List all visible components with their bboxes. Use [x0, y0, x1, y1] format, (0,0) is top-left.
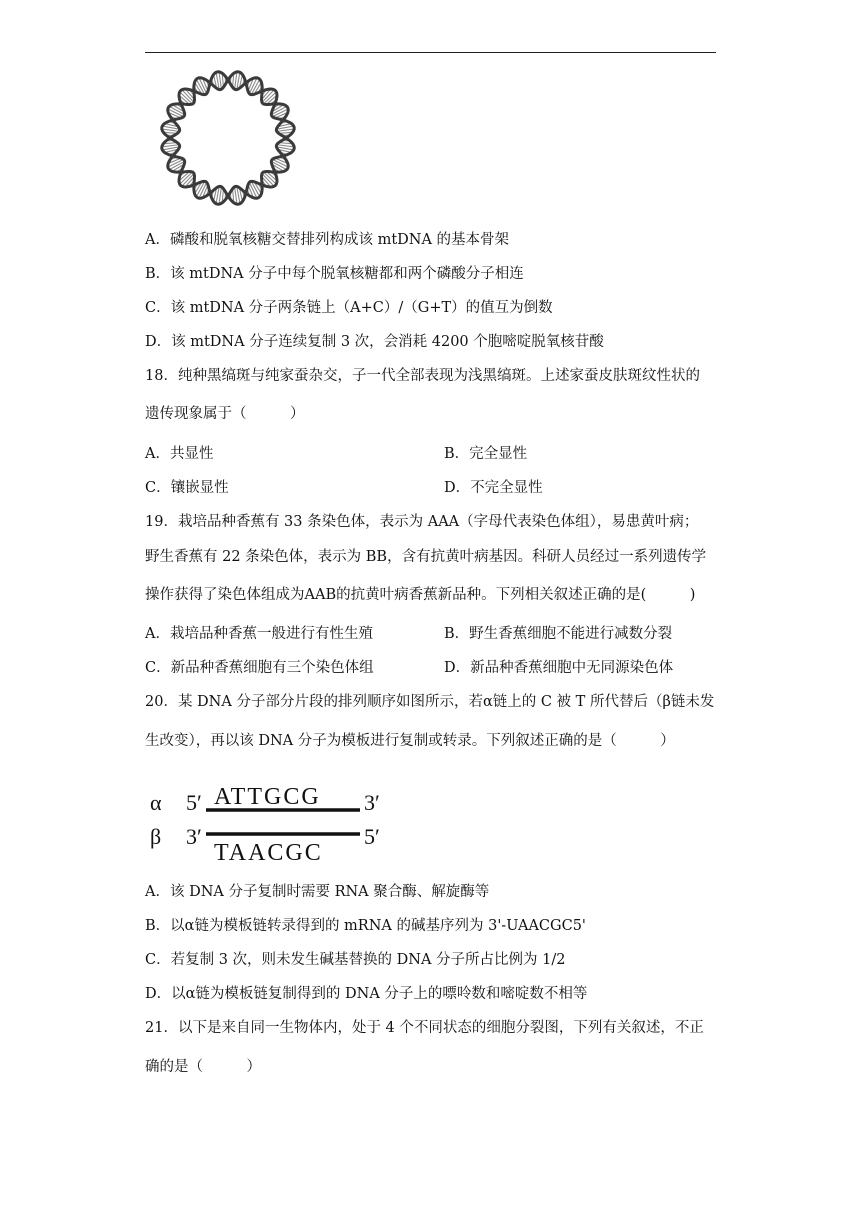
- base-pair-rung: [162, 145, 179, 147]
- base-pair-rung: [235, 187, 237, 204]
- q19-stem-line1: 19．栽培品种香蕉有 33 条染色体，表示为 AAA（字母代表染色体组），易患黄叶病；: [145, 514, 699, 530]
- q19-stem-line2: 野生香蕉有 22 条染色体，表示为 BB，含有抗黄叶病基因。科研人员经过一系列遗传学: [145, 549, 707, 565]
- alpha-5-prime: 5′: [186, 790, 202, 815]
- q18-option-b: B．完全显性: [444, 446, 528, 462]
- q20-stem-line2: 生改变），再以该 DNA 分子为模板进行复制或转录。下列叙述正确的是（ ）: [145, 733, 675, 749]
- q18-stem-line1: 18．纯种黑缟斑与纯家蚕杂交，子一代全部表现为浅黑缟斑。上述家蚕皮肤斑纹性状的: [145, 368, 700, 384]
- q17-option-c: C．该 mtDNA 分子两条链上（A+C）/（G+T）的值互为倒数: [145, 300, 553, 316]
- beta-5-prime: 5′: [364, 824, 380, 849]
- q20-option-a: A．该 DNA 分子复制时需要 RNA 聚合酶、解旋酶等: [145, 884, 490, 900]
- base-pair-rung: [219, 72, 221, 89]
- q20-option-c: C．若复制 3 次，则未发生碱基替换的 DNA 分子所占比例为 1/2: [145, 952, 566, 968]
- q19-stem-line3: 操作获得了染色体组成为AAB的抗黄叶病香蕉新品种。下列相关叙述正确的是( ): [145, 587, 696, 603]
- q21-stem-line2: 确的是（ ）: [145, 1059, 261, 1075]
- q18-option-d: D．不完全显性: [444, 480, 543, 496]
- base-pair-rung: [219, 187, 221, 204]
- q20-option-d: D．以α链为模板链复制得到的 DNA 分子上的嘌呤数和嘧啶数不相等: [145, 986, 588, 1002]
- q19-option-a: A．栽培品种香蕉一般进行有性生殖: [145, 626, 373, 642]
- q19-option-c: C．新品种香蕉细胞有三个染色体组: [145, 660, 374, 676]
- q18-stem-line2: 遗传现象属于（ ）: [145, 406, 305, 422]
- q18-option-a: A．共显性: [145, 446, 214, 462]
- circular-dna-figure: [150, 65, 306, 211]
- beta-3-prime: 3′: [186, 824, 202, 849]
- q20-option-b: B．以α链为模板链转录得到的 mRNA 的碱基序列为 3'-UAACGC5': [145, 918, 586, 934]
- q17-option-a: A．磷酸和脱氧核糖交替排列构成该 mtDNA 的基本骨架: [145, 232, 510, 248]
- q17-option-b: B．该 mtDNA 分子中每个脱氧核糖都和两个磷酸分子相连: [145, 266, 524, 282]
- q19-option-d: D．新品种香蕉细胞中无同源染色体: [444, 660, 674, 676]
- base-pair-rung: [277, 145, 294, 147]
- header-rule: [145, 52, 716, 53]
- q21-stem-line1: 21．以下是来自同一生物体内，处于 4 个不同状态的细胞分裂图，下列有关叙述，不正: [145, 1020, 704, 1036]
- base-pair-rung: [235, 72, 237, 89]
- alpha-label: α: [150, 790, 162, 815]
- beta-sequence: TAACGC: [214, 840, 323, 864]
- dna-strand-figure: [148, 780, 398, 864]
- beta-label: β: [150, 824, 162, 849]
- q20-stem-line1: 20．某 DNA 分子部分片段的排列顺序如图所示，若α链上的 C 被 T 所代替后（β链未发: [145, 694, 715, 710]
- alpha-3-prime: 3′: [364, 790, 380, 815]
- q19-option-b: B．野生香蕉细胞不能进行减数分裂: [444, 626, 673, 642]
- base-pair-rung: [277, 129, 294, 131]
- alpha-sequence: ATTGCG: [214, 784, 321, 810]
- q17-option-d: D．该 mtDNA 分子连续复制 3 次，会消耗 4200 个胞嘧啶脱氧核苷酸: [145, 334, 604, 350]
- q18-option-c: C．镶嵌显性: [145, 480, 229, 496]
- base-pair-rung: [162, 129, 179, 131]
